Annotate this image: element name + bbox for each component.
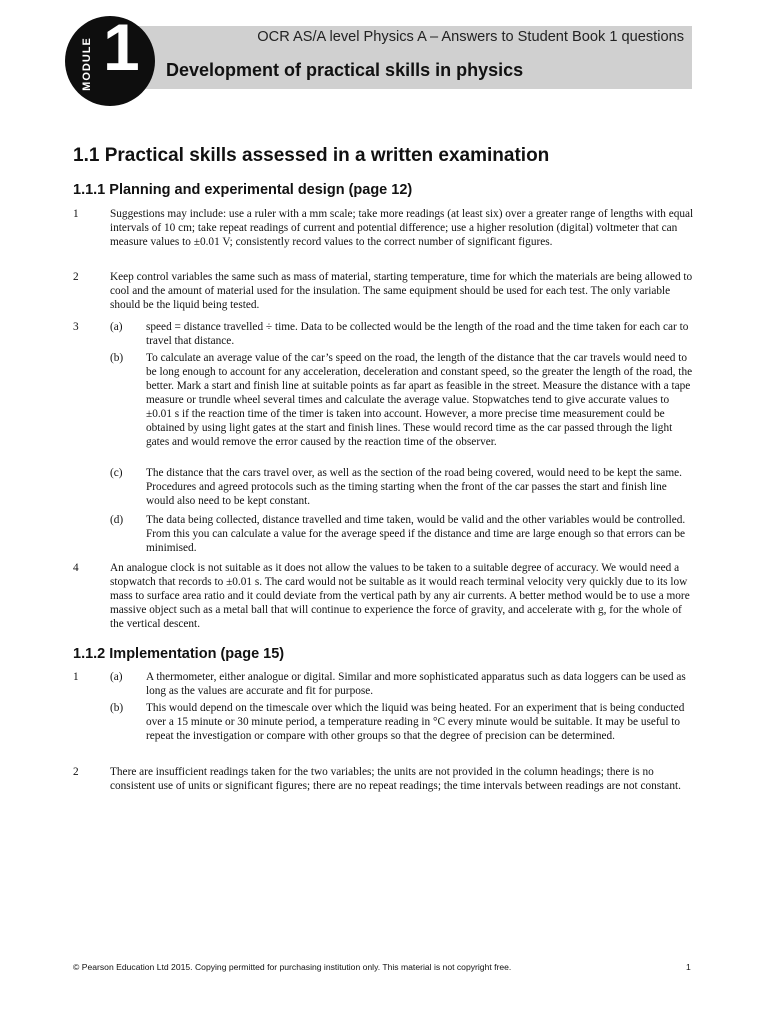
answer-text: speed = distance travelled ÷ time. Data to be collected would be the length of the road and the time taken for each car to travel that distance.	[146, 321, 689, 347]
question-number: 1	[73, 208, 79, 220]
question-number: 2	[73, 271, 79, 283]
module-title: Development of practical skills in physics	[166, 60, 524, 80]
part-label: (d)	[110, 514, 124, 526]
part-label: (b)	[110, 352, 124, 364]
subsection-heading-planning: 1.1.1 Planning and experimental design (page 12)	[73, 182, 413, 198]
question-number: 3	[73, 321, 79, 333]
question-number: 2	[73, 766, 79, 778]
part-label: (a)	[110, 321, 123, 333]
question-number: 4	[73, 562, 79, 574]
answer-text: A thermometer, either analogue or digital. Similar and more sophisticated apparatus such as data loggers can be used as long as the values are accurate and fit for purpose.	[146, 671, 686, 697]
answer-text: Suggestions may include: use a ruler with a mm scale; take more readings (at least six) over a greater range of lengths with equal intervals of 10 cm; take repeat readings of current and potential difference; use a higher resolution (digital) voltmeter that can measure values to ±0.01 V; consistently record values to the correct number of significant figures.	[110, 208, 694, 248]
question-number: 1	[73, 671, 79, 683]
answer-text: There are insufficient readings taken for the two variables; the units are not provided in the column headings; there is no consistent use of units or significant figures; there are no repeat readings; the time intervals between readings are not constant.	[110, 766, 681, 792]
module-label: MODULE	[81, 37, 93, 91]
answer-text: This would depend on the timescale over which the liquid was being heated. For an experiment that is being conducted over a 15 minute or 30 minute period, a temperature reading in °C every minute would be suitable. It may be useful to repeat the investigation or compare with other groups so that the degree of precision can be determined.	[146, 702, 685, 742]
footer-copyright: © Pearson Education Ltd 2015. Copying permitted for purchasing institution only. This material is not copyright free.	[73, 962, 512, 972]
answer-text: The distance that the cars travel over, as well as the section of the road being covered, would need to be kept the same. Procedures and agreed protocols such as the timing starting when the front of the car passes the start and finish line would also need to be kept constant.	[146, 467, 682, 507]
answer-text: The data being collected, distance travelled and time taken, would be valid and the other variables would be controlled. From this you can calculate a value for the average speed if the distance and time are large enough so that errors can be minimised.	[146, 514, 686, 554]
book-title: OCR AS/A level Physics A – Answers to Student Book 1 questions	[257, 29, 684, 45]
module-number: 1	[103, 10, 140, 84]
answer-text: To calculate an average value of the car’s speed on the road, the length of the distance that the car travels would need to be long enough to account for any acceleration, deceleration and constant speed, so the greater the length of the road, the better. Mark a start and finish line at suitable points as far apart as feasible in the street. Measure the distance with a tape measure or trundle wheel several times and calculate the average value. Stopwatches tend to give accurate values to ±0.01 s if the reaction time of the timer is taken into account. However, a more precise time measurement could be obtained by using light gates at the start and finish lines. These would record time as the car passed through the light gates and would remove the error caused by the reaction time of the observer.	[146, 352, 693, 448]
page-number: 1	[686, 962, 691, 972]
part-label: (a)	[110, 671, 123, 683]
answer-text: An analogue clock is not suitable as it does not allow the values to be taken to a suitable degree of accuracy. We would need a stopwatch that records to ±0.01 s. The card would not be suitable as it would reach terminal velocity very quickly due to its low mass to surface area ratio and it could deviate from the vertical path by any air currents. A better method would be to use a more massive object such as a metal ball that will continue to experience the force of gravity, and accelerate with g, for the whole of the vertical descent.	[110, 562, 690, 630]
section-heading: 1.1 Practical skills assessed in a written examination	[73, 145, 550, 166]
part-label: (c)	[110, 467, 123, 479]
answer-text: Keep control variables the same such as mass of material, starting temperature, time for which the materials are being allowed to cool and the amount of material used for the insulation. The same equipment should be used for each test. The only variable should be the liquid being tested.	[110, 271, 693, 311]
part-label: (b)	[110, 702, 124, 714]
subsection-heading-implementation: 1.1.2 Implementation (page 15)	[73, 646, 285, 662]
